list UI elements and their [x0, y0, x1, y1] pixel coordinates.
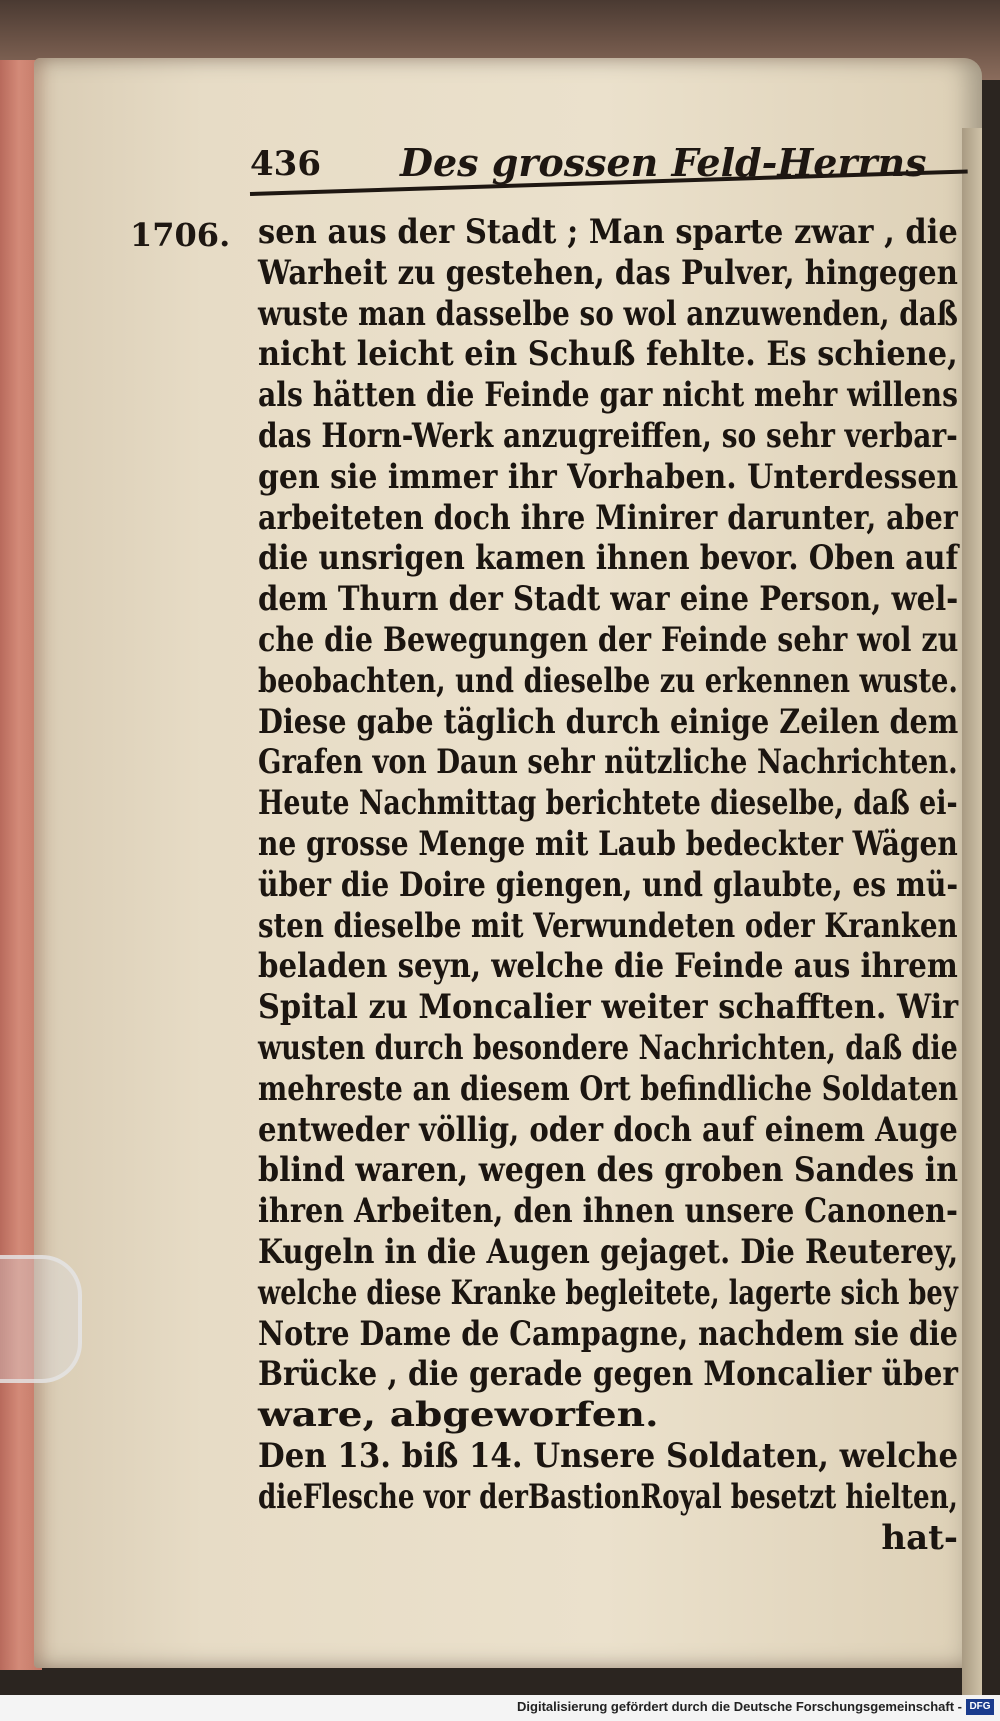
text-line: hat-: [881, 1517, 958, 1558]
text-line: mehreste an diesem Ort befindliche Soldaten: [258, 1068, 959, 1109]
text-line: Spital zu Moncalier weiter schafften. Wir: [258, 987, 959, 1028]
text-line: Brücke , die gerade gegen Moncalier über: [258, 1354, 958, 1395]
text-line: ihren Arbeiten, den ihnen unsere Canonen-: [258, 1191, 958, 1232]
text-line: Heute Nachmittag berichtete dieselbe, daß ei-: [258, 783, 958, 824]
text-line: beobachten, und dieselbe zu erkennen wuste.: [258, 660, 958, 701]
text-line: wuste man dasselbe so wol anzuwenden, daß: [258, 293, 958, 334]
text-line: Grafen von Daun sehr nützliche Nachrichten.: [258, 742, 958, 783]
text-line: blind waren, wegen des groben Sandes in: [258, 1150, 959, 1191]
body-text: [258, 212, 978, 1558]
text-line: sten dieselbe mit Verwundeten oder Kranken: [258, 905, 958, 946]
text-line: beladen seyn, welche die Feinde aus ihrem: [258, 946, 958, 987]
margin-year: 1706.: [130, 216, 231, 254]
text-line: arbeiteten doch ihre Minirer darunter, aber: [258, 497, 958, 538]
text-line: das Horn-Werk anzugreiffen, so sehr verbar-: [258, 415, 958, 456]
text-line: Den 13. biß 14. Unsere Soldaten, welche: [258, 1435, 959, 1476]
text-line: nicht leicht ein Schuß fehlte. Es schiene,: [258, 334, 958, 375]
text-line: wusten durch besondere Nachrichten, daß die: [258, 1027, 958, 1068]
text-line: ware, abgeworfen.: [258, 1395, 659, 1436]
text-line: über die Doire giengen, und glaubte, es mü-: [258, 864, 959, 905]
text-line: ne grosse Menge mit Laub bedeckter Wägen: [258, 823, 958, 864]
text-line: dem Thurn der Stadt war eine Person, wel-: [258, 579, 959, 620]
text-line: welche diese Kranke begleitete, lagerte sich bey: [258, 1272, 958, 1313]
footer-credit: Digitalisierung gefördert durch die Deutsche Forschungsgemeinschaft -: [517, 1699, 962, 1714]
text-line: entweder völlig, oder doch auf einem Auge: [258, 1109, 958, 1150]
text-line: als hätten die Feinde gar nicht mehr willens: [258, 375, 958, 416]
text-line: die unsrigen kamen ihnen bevor. Oben auf: [258, 538, 959, 579]
text-line: Diese gabe täglich durch einige Zeilen dem: [258, 701, 959, 742]
text-line: Kugeln in die Augen gejaget. Die Reuterey,: [258, 1231, 959, 1272]
digitization-footer: [0, 1695, 1000, 1721]
text-line: dieFlesche vor derBastionRoyal besetzt hielten,: [258, 1476, 958, 1517]
text-line: Notre Dame de Campagne, nachdem sie die: [258, 1313, 958, 1354]
text-line: sen aus der Stadt ; Man sparte zwar , die: [258, 212, 958, 252]
running-title: Des grossen Feld-Herrns: [400, 140, 927, 185]
page-number: 436: [250, 144, 321, 184]
text-line: che die Bewegungen der Feinde sehr wol zu: [258, 619, 959, 660]
text-line: gen sie immer ihr Vorhaben. Unterdessen: [258, 456, 959, 497]
dfg-logo: DFG: [966, 1699, 994, 1715]
text-line: Warheit zu gestehen, das Pulver, hingegen: [258, 252, 958, 293]
page-clip: [0, 1255, 82, 1383]
